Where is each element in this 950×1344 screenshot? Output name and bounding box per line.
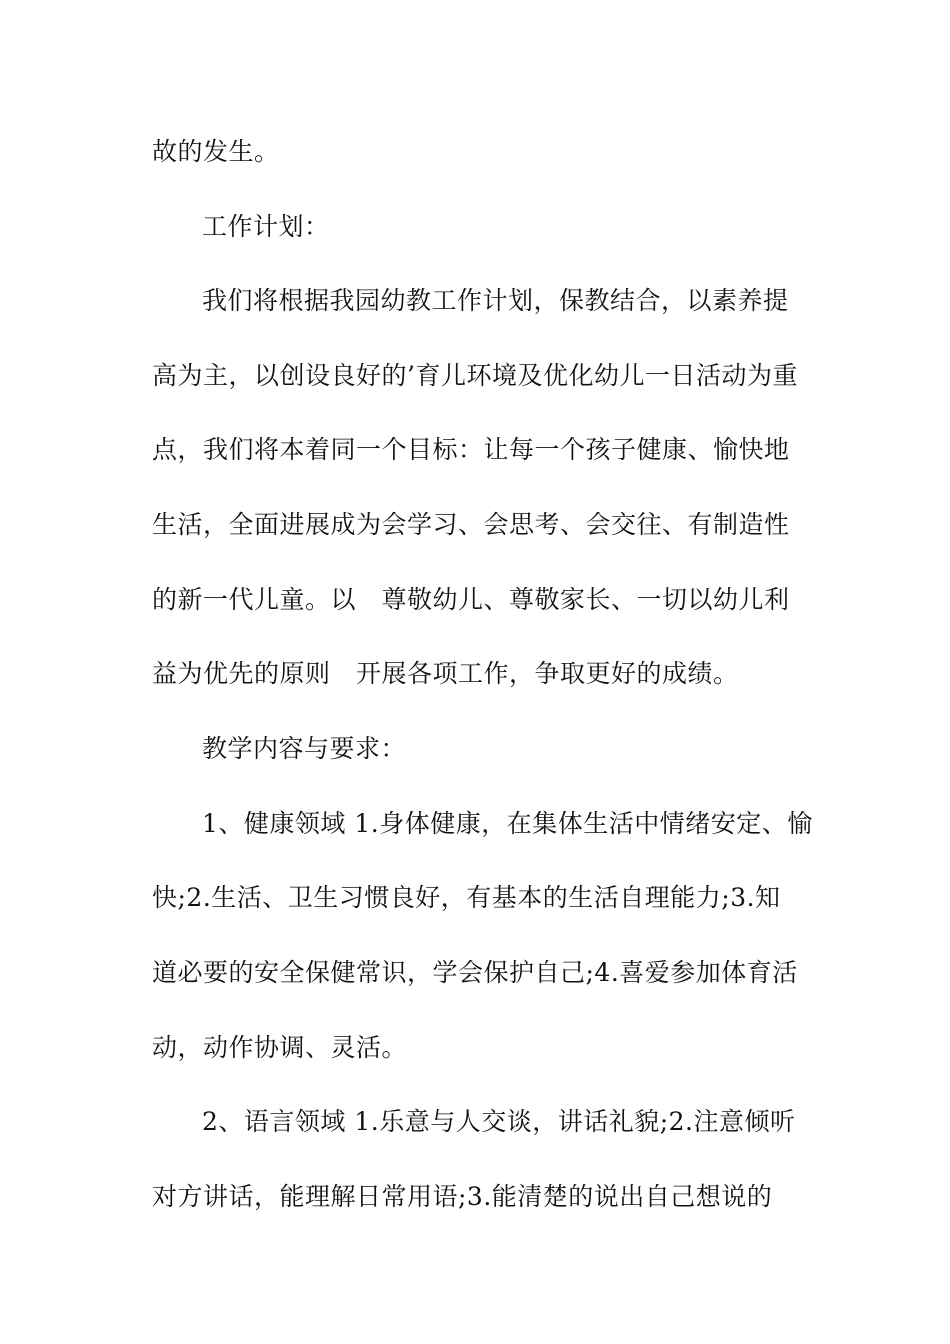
text-line: 故的发生。 <box>152 137 280 166</box>
text-line: 生活，全面进展成为会学习、会思考、会交往、有制造性 <box>152 510 790 539</box>
text-line: 高为主，以创设良好的’育儿环境及优化幼儿一日活动为重 <box>152 361 798 390</box>
text-line: 1、健康领域 1.身体健康，在集体生活中情绪安定、愉 <box>202 809 813 838</box>
section-heading: 工作计划： <box>202 212 330 241</box>
text-line: 我们将根据我园幼教工作计划，保教结合，以素养提 <box>202 286 789 315</box>
text-line: 道必要的安全保健常识，学会保护自己;4.喜爱参加体育活 <box>152 958 798 987</box>
text-line: 的新一代儿童。以 尊敬幼儿、尊敬家长、一切以幼儿利 <box>152 585 790 614</box>
text-line: 点，我们将本着同一个目标：让每一个孩子健康、愉快地 <box>152 435 790 464</box>
section-heading: 教学内容与要求： <box>202 734 407 763</box>
text-line: 益为优先的原则 开展各项工作，争取更好的成绩。 <box>152 659 739 688</box>
text-line: 对方讲话，能理解日常用语;3.能清楚的说出自己想说的 <box>152 1182 773 1211</box>
text-line: 动，动作协调、灵活。 <box>152 1033 408 1062</box>
text-line: 快;2.生活、卫生习惯良好，有基本的生活自理能力;3.知 <box>152 883 781 912</box>
text-line: 2、语言领域 1.乐意与人交谈，讲话礼貌;2.注意倾听 <box>202 1107 796 1136</box>
